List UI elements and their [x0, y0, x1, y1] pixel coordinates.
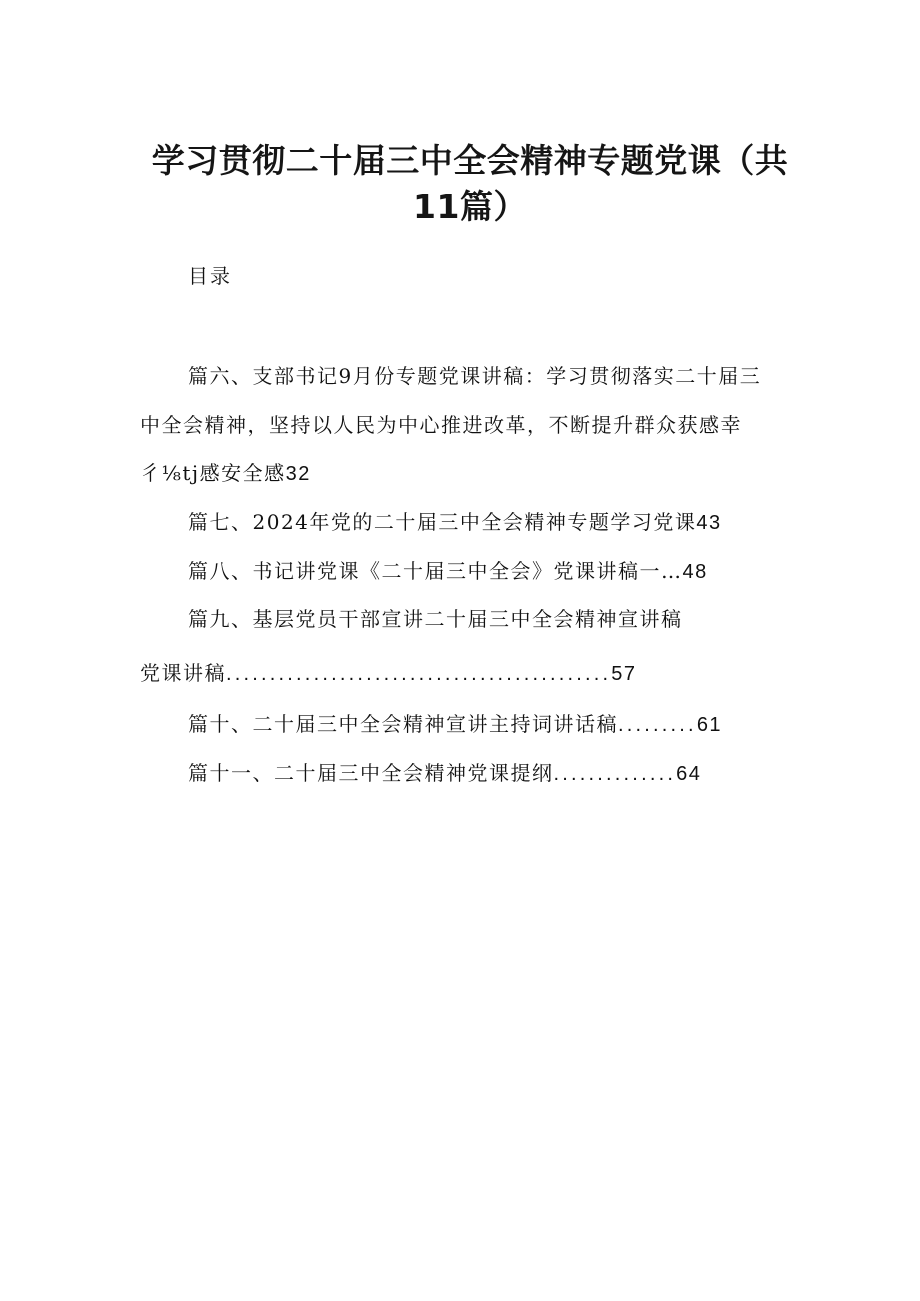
toc-entry-7[interactable]	[188, 508, 722, 537]
toc-entry-11[interactable]	[188, 759, 701, 788]
toc-entry-10-leader: .........	[618, 714, 697, 736]
toc-entry-8[interactable]	[188, 557, 708, 586]
toc-entry-11-page: 64	[676, 763, 702, 785]
toc-entry-7-text: 篇七、2024年党的二十届三中全会精神专题学习党课	[188, 510, 697, 534]
toc-entry-6-line-1[interactable]: 篇六、支部书记9月份专题党课讲稿：学习贯彻落实二十届三	[188, 364, 762, 388]
toc-entry-10-text: 篇十、二十届三中全会精神宣讲主持词讲话稿	[188, 712, 618, 736]
toc-entry-10[interactable]	[188, 710, 722, 739]
toc-entry-7-page: 43	[696, 512, 722, 534]
toc-entry-8-page: 48	[682, 561, 708, 583]
toc-entry-9-line-2[interactable]	[140, 659, 637, 688]
toc-entry-6-line-3[interactable]	[140, 459, 311, 488]
toc-entry-9-text: 党课讲稿	[140, 661, 226, 685]
toc-entry-10-page: 61	[696, 714, 723, 736]
toc-entry-8-text: 篇八、书记讲党课《二十届三中全会》党课讲稿一…	[188, 559, 683, 583]
toc-entry-9-leader: ............................................	[226, 663, 612, 685]
toc-entry-6-page: 32	[285, 463, 311, 485]
title-line-2: 11篇）	[413, 187, 527, 226]
toc-entry-6-text: 彳⅛tj感安全感	[140, 461, 286, 485]
toc-entry-11-leader: ..............	[553, 763, 677, 785]
document-title	[120, 138, 820, 230]
title-line-1: 学习贯彻二十届三中全会精神专题党课（共	[151, 141, 789, 180]
toc-entry-9-page: 57	[611, 663, 637, 685]
toc-entry-9-line-1[interactable]: 篇九、基层党员干部宣讲二十届三中全会精神宣讲稿	[188, 607, 683, 631]
toc-entry-6-line-2[interactable]: 中全会精神，坚持以人民为中心推进改革，不断提升群众获感幸	[140, 413, 742, 437]
toc-entry-11-text: 篇十一、二十届三中全会精神党课提纲	[188, 761, 554, 785]
toc-heading: 目录	[188, 264, 232, 288]
